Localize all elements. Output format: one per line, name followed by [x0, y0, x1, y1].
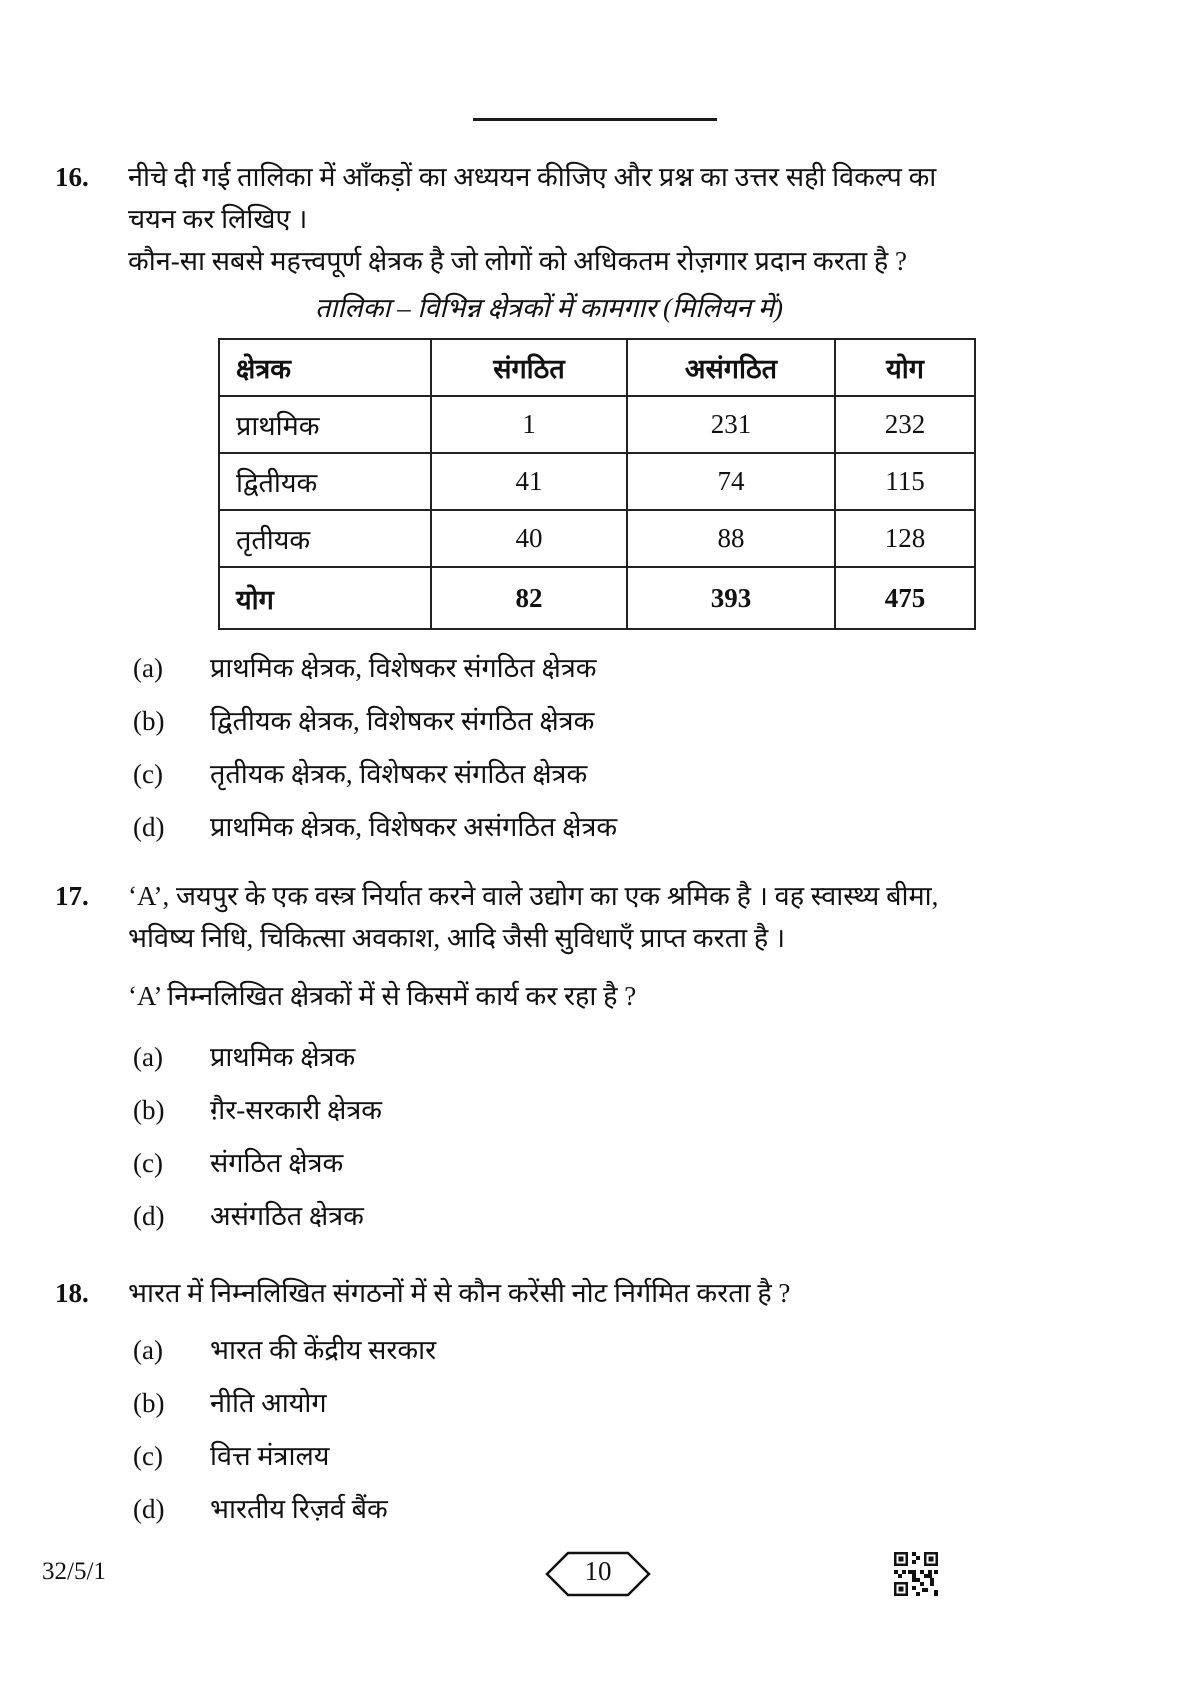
question-17: [55, 879, 1150, 1232]
question-16-line-2: चयन कर लिखिए ।: [128, 204, 308, 234]
table-cell: द्वितीयक: [219, 453, 431, 510]
question-16-options: [128, 652, 1150, 843]
question-16-number: 16.: [55, 162, 89, 192]
table-row-primary: [219, 396, 975, 453]
question-16-line-1: नीचे दी गई तालिका में आँकड़ों का अध्ययन कीजिए और प्रश्न का उत्तर सही विकल्प का: [128, 162, 937, 192]
option-row: [128, 705, 1150, 737]
option-label: (a): [133, 1335, 163, 1365]
table-row-secondary: [219, 453, 975, 510]
question-17-number: 17.: [55, 881, 89, 911]
table-cell: 74: [627, 453, 835, 510]
option-text: प्राथमिक क्षेत्रक, विशेषकर असंगठित क्षेत्रक: [210, 812, 618, 842]
option-text: भारतीय रिज़र्व बैंक: [210, 1494, 388, 1524]
table-caption: तालिका – विभिन्न क्षेत्रकों में कामगार (मिलियन में): [315, 293, 783, 323]
table-cell: 393: [627, 567, 835, 629]
option-text: तृतीयक क्षेत्रक, विशेषकर संगठित क्षेत्रक: [210, 759, 588, 789]
table-cell: 82: [431, 567, 627, 629]
option-label: (c): [133, 759, 163, 789]
option-row: [128, 758, 1150, 790]
workers-table: [218, 338, 976, 630]
question-17-line-1: ‘A’, जयपुर के एक वस्त्र निर्यात करने वाले उद्योग का एक श्रमिक है । वह स्वास्थ्य बीमा,: [128, 881, 939, 911]
question-17-question-line: ‘A’ निम्नलिखित क्षेत्रकों में से किसमें कार्य कर रहा है ?: [128, 981, 637, 1011]
option-label: (a): [133, 653, 163, 683]
table-cell: 115: [835, 453, 975, 510]
table-cell: 475: [835, 567, 975, 629]
table-cell: 1: [431, 396, 627, 453]
page-number-hexagon: [544, 1550, 652, 1598]
table-cell: 128: [835, 510, 975, 567]
option-label: (c): [133, 1148, 163, 1178]
option-label: (d): [133, 812, 165, 842]
table-cell: 40: [431, 510, 627, 567]
option-row: [128, 811, 1150, 843]
option-row: [128, 652, 1150, 684]
qr-code: [894, 1552, 938, 1596]
option-row: [128, 1147, 1150, 1179]
option-label: (a): [133, 1042, 163, 1072]
option-row: [128, 1387, 1150, 1419]
option-text: असंगठित क्षेत्रक: [210, 1201, 364, 1231]
table-header-organised: संगठित: [431, 339, 627, 396]
option-text: नीति आयोग: [210, 1388, 327, 1418]
option-label: (c): [133, 1441, 163, 1471]
section-divider-line: [473, 118, 717, 121]
question-18-number: 18.: [55, 1278, 89, 1308]
question-17-line-2: भविष्य निधि, चिकित्सा अवकाश, आदि जैसी सुविधाएँ प्राप्त करता है ।: [128, 923, 786, 953]
table-cell: 41: [431, 453, 627, 510]
paper-code: 32/5/1: [42, 1558, 106, 1585]
option-row: [128, 1493, 1150, 1525]
question-16-line-3: कौन-सा सबसे महत्त्वपूर्ण क्षेत्रक है जो लोगों को अधिकतम रोज़गार प्रदान करता है ?: [128, 246, 907, 276]
question-16: [55, 160, 1150, 843]
table-cell: तृतीयक: [219, 510, 431, 567]
question-17-options: [128, 1041, 1150, 1232]
option-label: (d): [133, 1494, 165, 1524]
option-text: संगठित क्षेत्रक: [210, 1148, 344, 1178]
option-row: [128, 1041, 1150, 1073]
option-row: [128, 1334, 1150, 1366]
question-18: [55, 1276, 1150, 1525]
table-row-tertiary: [219, 510, 975, 567]
option-text: द्वितीयक क्षेत्रक, विशेषकर संगठित क्षेत्रक: [210, 706, 595, 736]
question-18-line-1: भारत में निम्नलिखित संगठनों में से कौन करेंसी नोट निर्गमित करता है ?: [128, 1278, 791, 1308]
table-cell: 88: [627, 510, 835, 567]
question-18-options: [128, 1334, 1150, 1525]
table-cell: प्राथमिक: [219, 396, 431, 453]
option-label: (b): [133, 706, 165, 736]
option-label: (d): [133, 1201, 165, 1231]
option-row: [128, 1094, 1150, 1126]
table-cell: योग: [219, 567, 431, 629]
option-label: (b): [133, 1388, 165, 1418]
table-total-row: [219, 567, 975, 629]
table-header-row: [219, 339, 975, 396]
option-row: [128, 1440, 1150, 1472]
option-text: ग़ैर-सरकारी क्षेत्रक: [210, 1095, 383, 1125]
option-text: भारत की केंद्रीय सरकार: [210, 1335, 437, 1365]
page-number: 10: [584, 1556, 612, 1586]
option-row: [128, 1200, 1150, 1232]
table-cell: 232: [835, 396, 975, 453]
option-text: प्राथमिक क्षेत्रक: [210, 1042, 356, 1072]
page-content: [55, 160, 1150, 1525]
table-header-total: योग: [835, 339, 975, 396]
qr-code-image: [894, 1552, 938, 1596]
option-label: (b): [133, 1095, 165, 1125]
option-text: वित्त मंत्रालय: [210, 1441, 330, 1471]
option-text: प्राथमिक क्षेत्रक, विशेषकर संगठित क्षेत्रक: [210, 653, 597, 683]
table-header-unorganised: असंगठित: [627, 339, 835, 396]
table-cell: 231: [627, 396, 835, 453]
table-header-sector: क्षेत्रक: [219, 339, 431, 396]
